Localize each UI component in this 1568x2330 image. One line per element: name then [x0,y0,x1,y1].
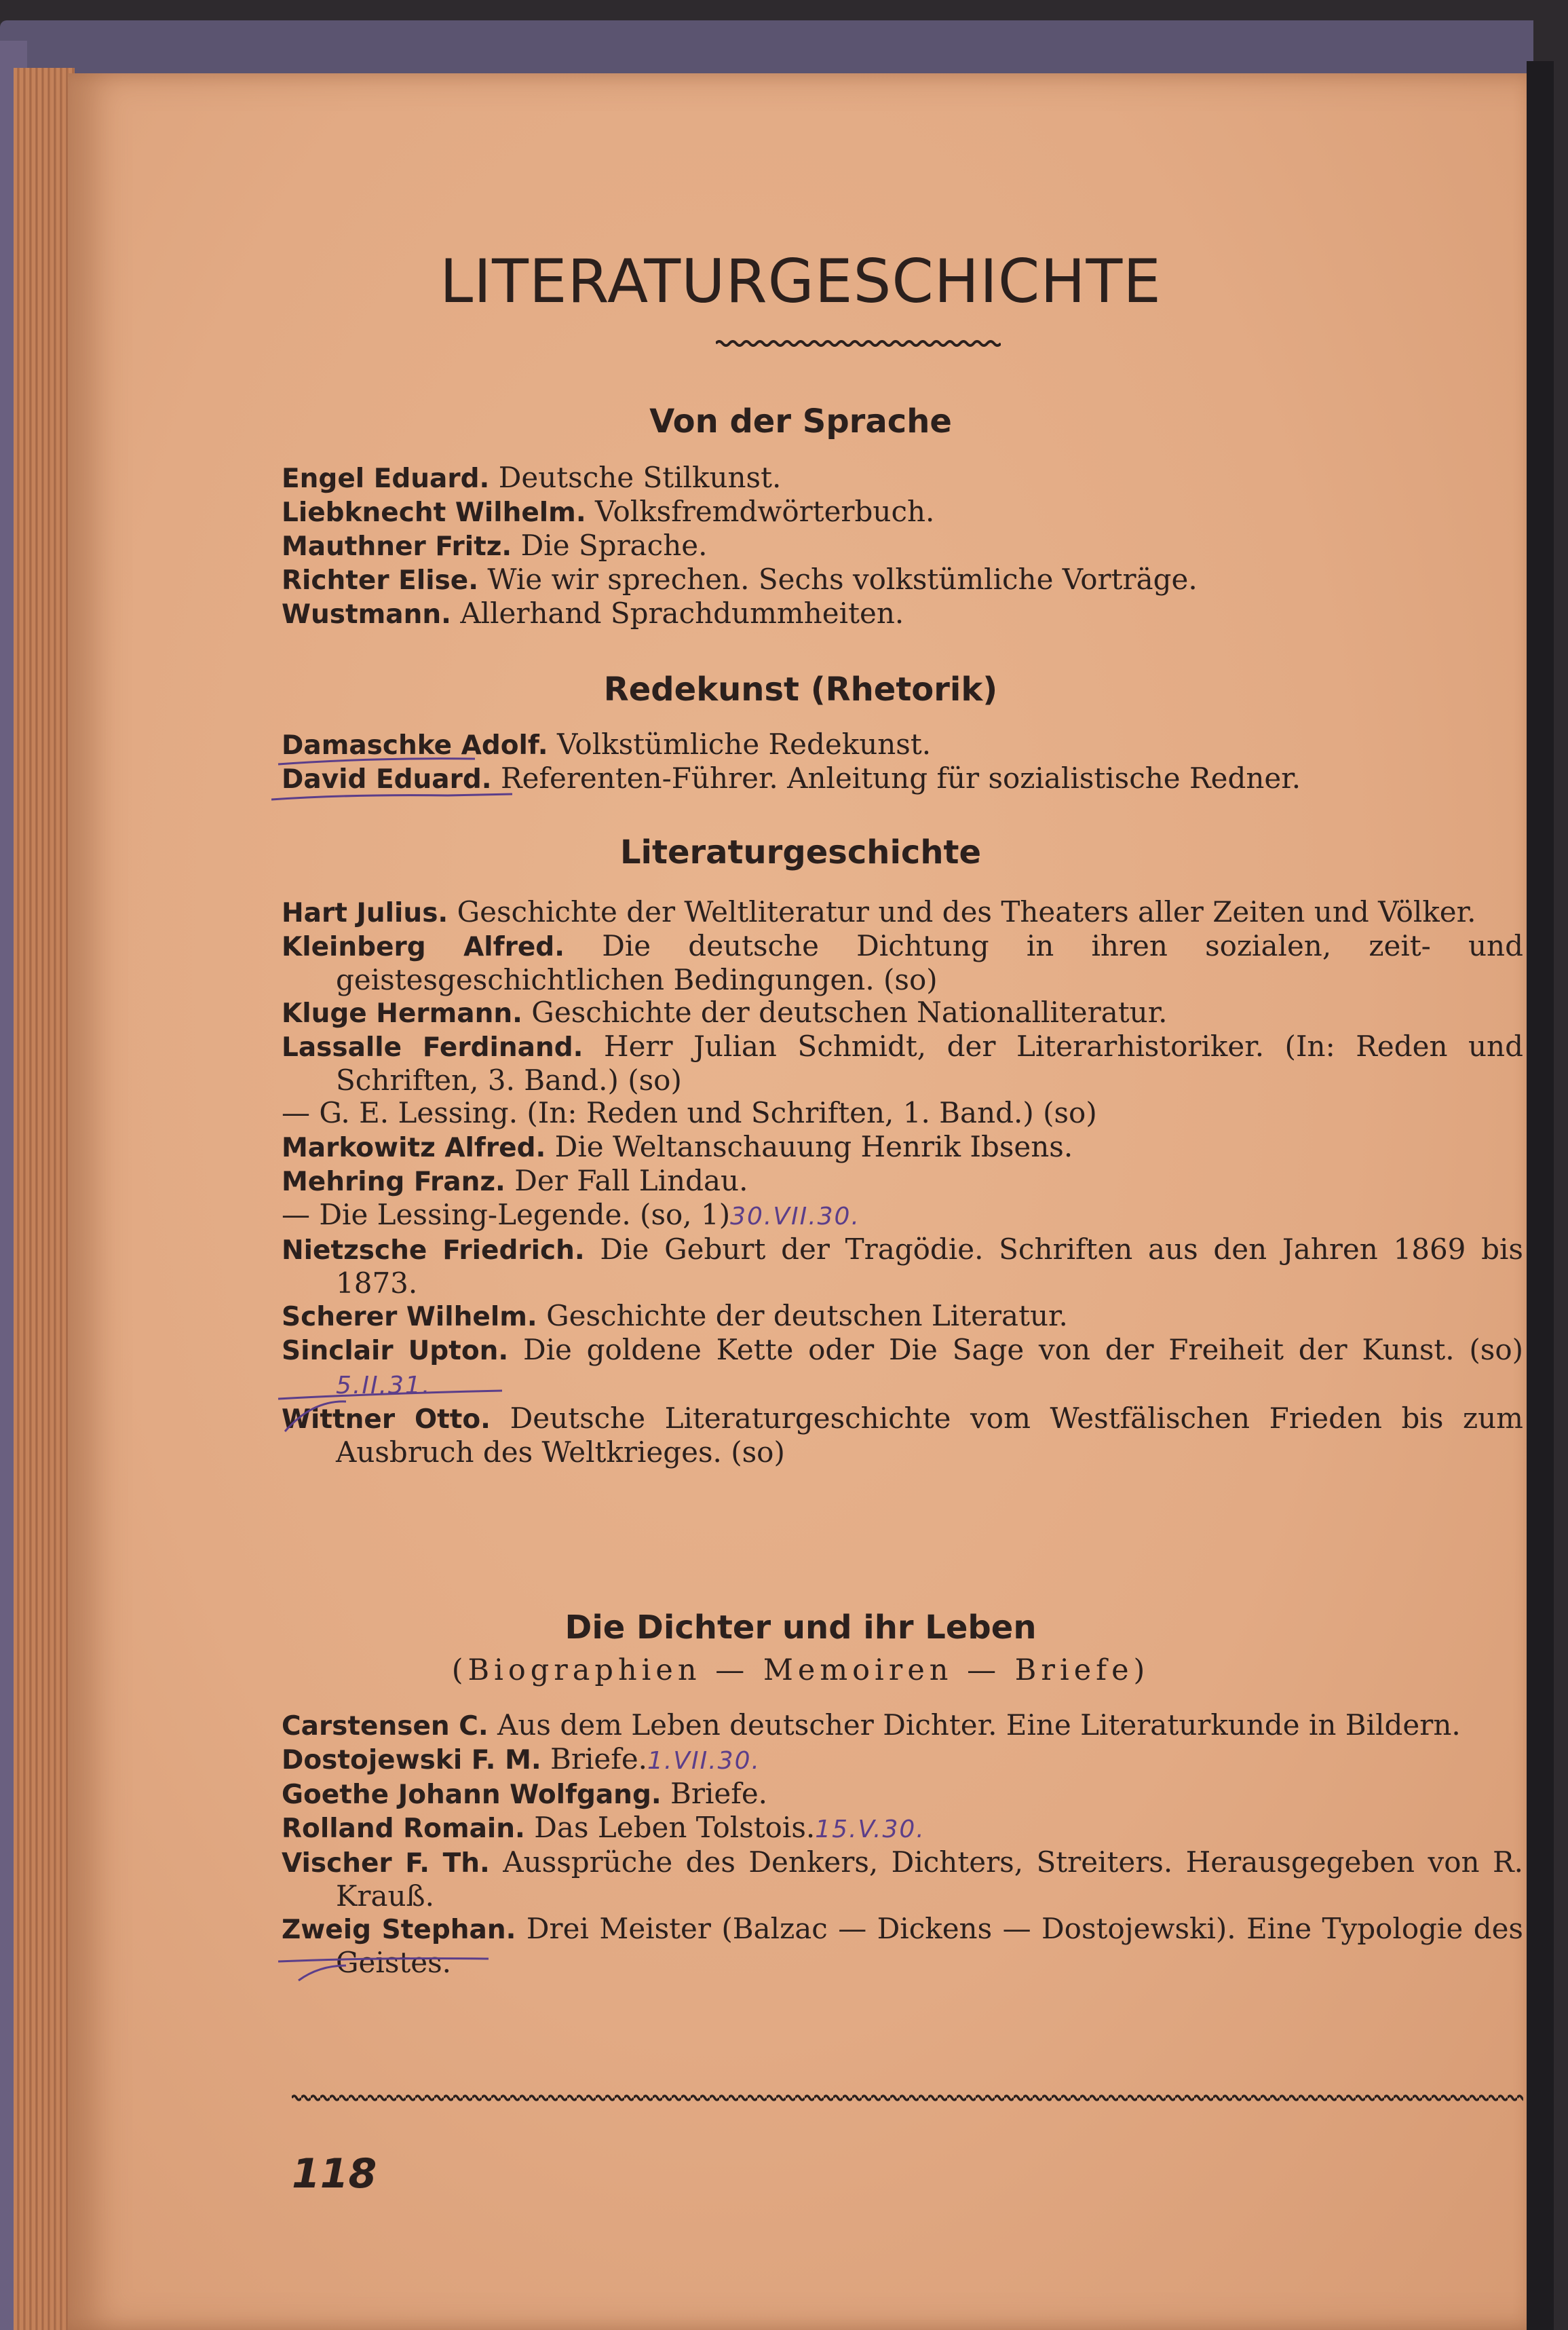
section-entries [282,462,1523,631]
list-item [282,1709,1523,1743]
entry-author: Mauthner Fritz. [282,531,512,562]
list-item [282,1199,1523,1233]
list-item [282,930,1523,996]
entry-author: Goethe Johann Wolfgang. [282,1780,662,1810]
entry-author: Scherer Wilhelm. [282,1302,537,1332]
entry-text: Geschichte der Weltliteratur und des Theaters aller Zeiten und Völker. [457,895,1476,928]
page-title: LITERATURGESCHICHTE [440,246,1162,316]
list-item [282,462,1523,495]
entry-text: Drei Meister (Balzac — Dickens — Dostojewski). Eine Typologie des Geistes. [336,1912,1523,1979]
entry-author: Vischer F. Th. [282,1848,490,1879]
list-item [282,529,1523,563]
entry-author: Markowitz Alfred. [282,1133,546,1163]
list-item [282,1233,1523,1300]
bottom-wavy-rule [292,2092,1523,2103]
pencil-note: 1.VII.30. [647,1747,761,1775]
entry-author: Dostojewski F. M. [282,1745,541,1775]
entry-author: Mehring Franz. [282,1167,505,1197]
entry-author: Liebknecht Wilhelm. [282,497,586,528]
title-wavy-rule [716,338,1001,349]
list-item [282,563,1523,597]
entry-author: Wustmann. [282,599,451,630]
pencil-underline [271,752,529,806]
entry-text: Volkstümliche Redekunst. [556,728,932,761]
section-heading: Die Dichter und ihr Leben [565,1609,1037,1647]
entry-text: Briefe. [550,1742,648,1775]
list-item [282,1300,1523,1334]
entry-text: — G. E. Lessing. (In: Reden und Schriften, 1. Band.) (so) [282,1096,1097,1129]
entry-text: Die deutsche Dichtung in ihren sozialen, zeit- und geistesgeschichtlichen Bedingungen. (so) [336,929,1523,996]
entry-author: Engel Eduard. [282,464,490,494]
section-entries [282,1709,1523,1979]
entry-text: Deutsche Literaturgeschichte vom Westfälischen Frieden bis zum Ausbruch des Weltkrieges. (so) [336,1402,1524,1469]
entry-text: Der Fall Lindau. [514,1164,748,1197]
entry-author: Sinclair Upton. [282,1336,509,1366]
list-item [282,996,1523,1030]
list-item [282,1743,1523,1778]
entry-text: Briefe. [670,1777,768,1810]
entry-text: — Die Lessing-Legende. (so, 1) [282,1198,731,1231]
list-item [282,1131,1523,1165]
entry-author: David Eduard. [282,764,492,795]
right-page-edge [1527,61,1554,2330]
entry-text: Allerhand Sprachdummheiten. [460,597,904,630]
entry-author: Richter Elise. [282,565,479,596]
entry-text: Das Leben Tolstois. [534,1811,816,1844]
list-item [282,495,1523,529]
entry-text: Die goldene Kette oder Die Sage von der Freiheit der Kunst. (so) [522,1333,1523,1366]
list-item [282,1778,1523,1811]
entry-text: Referenten-Führer. Anleitung für sozialistische Redner. [500,762,1301,795]
entry-text: Volksfremdwörterbuch. [595,495,935,528]
entry-text: Die Weltanschauung Henrik Ibsens. [554,1130,1073,1163]
entry-text: Aus dem Leben deutscher Dichter. Eine Literaturkunde in Bildern. [497,1708,1461,1742]
entry-text: Deutsche Stilkunst. [498,461,782,494]
pencil-note: 30.VII.30. [730,1203,860,1230]
section-heading: Literaturgeschichte [619,833,982,871]
page-edges [14,68,75,2330]
pencil-note: 15.V.30. [815,1816,925,1843]
entry-text: Aussprüche des Denkers, Dichters, Streiters. Herausgegeben von R. Krauß. [336,1845,1523,1913]
entry-author: Rolland Romain. [282,1814,525,1844]
section-subheading: (Biographien — Memoiren — Briefe) [451,1653,1150,1687]
list-item [282,1811,1523,1846]
entry-author: Kleinberg Alfred. [282,932,565,962]
entry-author: Lassalle Ferdinand. [282,1032,584,1063]
entry-text: Die Geburt der Tragödie. Schriften aus den Jahren 1869 bis 1873. [336,1233,1523,1300]
book-page [68,73,1533,2330]
entry-text: Geschichte der deutschen Nationalliteratur. [531,996,1168,1029]
entry-text: Herr Julian Schmidt, der Literarhistoriker. (In: Reden und Schriften, 3. Band.) (so) [336,1030,1523,1097]
section-heading: Redekunst (Rhetorik) [603,671,998,709]
entry-author: Wittner Otto. [282,1404,491,1435]
list-item [282,1165,1523,1199]
pencil-note: 5.II.31. [336,1372,432,1399]
entry-author: Kluge Hermann. [282,998,522,1029]
list-item [282,1030,1523,1097]
entry-text: Geschichte der deutschen Literatur. [546,1299,1068,1332]
entry-author: Carstensen C. [282,1711,489,1742]
section-heading: Von der Sprache [649,402,952,440]
entry-text: Wie wir sprechen. Sechs volkstümliche Vorträge. [487,563,1198,596]
pencil-underline [271,1380,529,1434]
entry-author: Nietzsche Friedrich. [282,1235,585,1266]
list-item [282,597,1523,631]
page-number: 118 [292,2150,377,2198]
list-item [282,1097,1523,1131]
pencil-underline [271,1941,502,1982]
list-item [282,1846,1523,1913]
entry-author: Hart Julius. [282,898,448,928]
list-item [282,896,1523,930]
entry-text: Die Sprache. [520,529,708,562]
entry-author: Zweig Stephan. [282,1915,516,1945]
entry-author: Damaschke Adolf. [282,730,548,761]
